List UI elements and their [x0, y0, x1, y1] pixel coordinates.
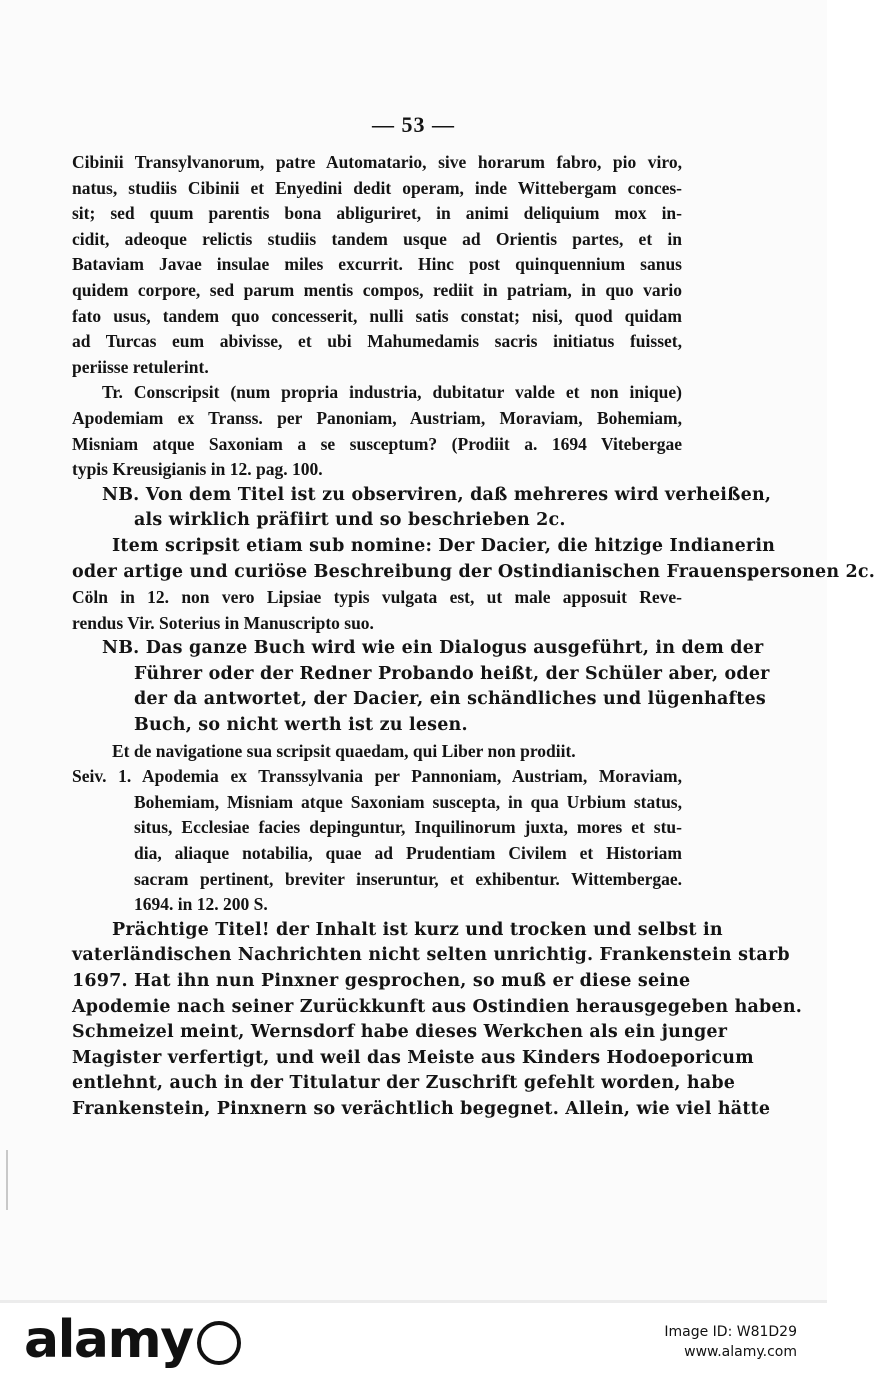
- text-line: Apodemie nach seiner Zurückkunft aus Ostindien herausgegeben haben.: [72, 996, 803, 1017]
- text-line: Cibinii Transylvanorum, patre Automatario, sive horarum fabro, pio viro,: [72, 152, 682, 172]
- text-line: Bohemiam, Misniam atque Saxoniam suscepta, in qua Urbium status,: [134, 791, 682, 812]
- text-line: Item scripsit etiam sub nomine: Der Dacier, die hitzige Indianerin: [112, 535, 776, 556]
- text-line: Frankenstein, Pinxnern so verächtlich begegnet. Allein, wie viel hätte: [72, 1098, 771, 1119]
- text-line: rendus Vir. Soterius in Manuscripto suo.: [72, 612, 374, 633]
- text-line: oder artige und curiöse Beschreibung der Ostindianischen Frauenspersonen 2c.: [72, 561, 875, 582]
- text-line: typis Kreusigianis in 12. pag. 100.: [72, 459, 323, 480]
- alamy-logo-icon: [197, 1321, 241, 1365]
- text-line: Tr. Conscripsit (num propria industria, dubitatur valde et non inique): [102, 382, 682, 403]
- text-line: sit; sed quum parentis bona abliguriret, in animi deliquium mox in-: [72, 203, 682, 224]
- text-line: periisse retulerint.: [72, 356, 209, 377]
- text-line: Prächtige Titel! der Inhalt ist kurz und trocken und selbst in: [112, 919, 723, 940]
- text-line: Et de navigatione sua scripsit quaedam, qui Liber non prodiit.: [112, 740, 576, 761]
- margin-mark: [6, 1150, 8, 1210]
- text-line: ad Turcas eum abivisse, et ubi Mahumedamis sacris initiatus fuisset,: [72, 331, 682, 352]
- watermark-url: www.alamy.com: [684, 1344, 797, 1360]
- text-line: 1697. Hat ihn nun Pinxner gesprochen, so muß er diese seine: [72, 971, 691, 991]
- page-number: — 53 —: [372, 112, 455, 137]
- text-line: sacram pertinent, breviter inseruntur, et exhibentur. Wittembergae.: [134, 868, 682, 889]
- text-line: Apodemiam ex Transs. per Panoniam, Austriam, Moraviam, Bohemiam,: [72, 407, 682, 428]
- text-line: vaterländischen Nachrichten nicht selten unrichtig. Frankenstein starb: [72, 945, 790, 966]
- text-line: dia, aliaque notabilia, quae ad Prudentiam Civilem et Historiam: [134, 843, 682, 864]
- text-line: fato usus, tandem quo concesserit, nulli satis constat; nisi, quod quidam: [72, 305, 682, 326]
- watermark-banner: [0, 1300, 827, 1390]
- text-line: entlehnt, auch in der Titulatur der Zuschrift gefehlt worden, habe: [72, 1073, 736, 1094]
- text-line: cidit, adeoque relictis studiis tandem usque ad Orientis partes, et in: [72, 228, 682, 249]
- watermark-divider: [0, 1300, 827, 1303]
- text-line: Misniam atque Saxoniam a se susceptum? (Prodiit a. 1694 Vitebergae: [72, 433, 682, 454]
- text-line: Cöln in 12. non vero Lipsiae typis vulgata est, ut male apposuit Reve-: [72, 587, 682, 608]
- text-line: Schmeizel meint, Wernsdorf habe dieses Werkchen als ein junger: [72, 1022, 728, 1043]
- text-line: Führer oder der Redner Probando heißt, der Schüler aber, oder: [134, 663, 770, 684]
- text-line: Magister verfertigt, und weil das Meiste aus Kinders Hodoeporicum: [72, 1047, 754, 1068]
- body-text: [72, 150, 875, 1123]
- text-line: Buch, so nicht werth ist zu lesen.: [134, 715, 468, 736]
- text-line: NB. Von dem Titel ist zu observiren, daß mehreres wird verheißen,: [102, 484, 772, 505]
- text-line: Seiv. 1. Apodemia ex Transsylvania per Pannoniam, Austriam, Moraviam,: [72, 766, 682, 787]
- watermark-image-id: Image ID: W81D29: [664, 1324, 797, 1340]
- text-line: NB. Das ganze Buch wird wie ein Dialogus ausgeführt, in dem der: [102, 638, 764, 659]
- watermark-info: [664, 1322, 797, 1362]
- watermark-logo-text: alamy: [24, 1310, 193, 1370]
- text-line: Bataviam Javae insulae miles excurrit. Hinc post quinquennium sanus: [72, 254, 682, 275]
- text-line: situs, Ecclesiae facies depinguntur, Inquilinorum juxta, mores et stu-: [134, 817, 682, 838]
- watermark-logo: [24, 1310, 241, 1370]
- text-line: 1694. in 12. 200 S.: [134, 894, 268, 915]
- text-line: quidem corpore, sed parum mentis compos, rediit in patriam, in quo vario: [72, 279, 682, 300]
- text-line: natus, studiis Cibinii et Enyedini dedit operam, inde Wittebergam conces-: [72, 177, 682, 198]
- text-line: der da antwortet, der Dacier, ein schändliches und lügenhaftes: [134, 689, 766, 710]
- text-line: als wirklich präfiirt und so beschrieben 2c.: [134, 510, 566, 531]
